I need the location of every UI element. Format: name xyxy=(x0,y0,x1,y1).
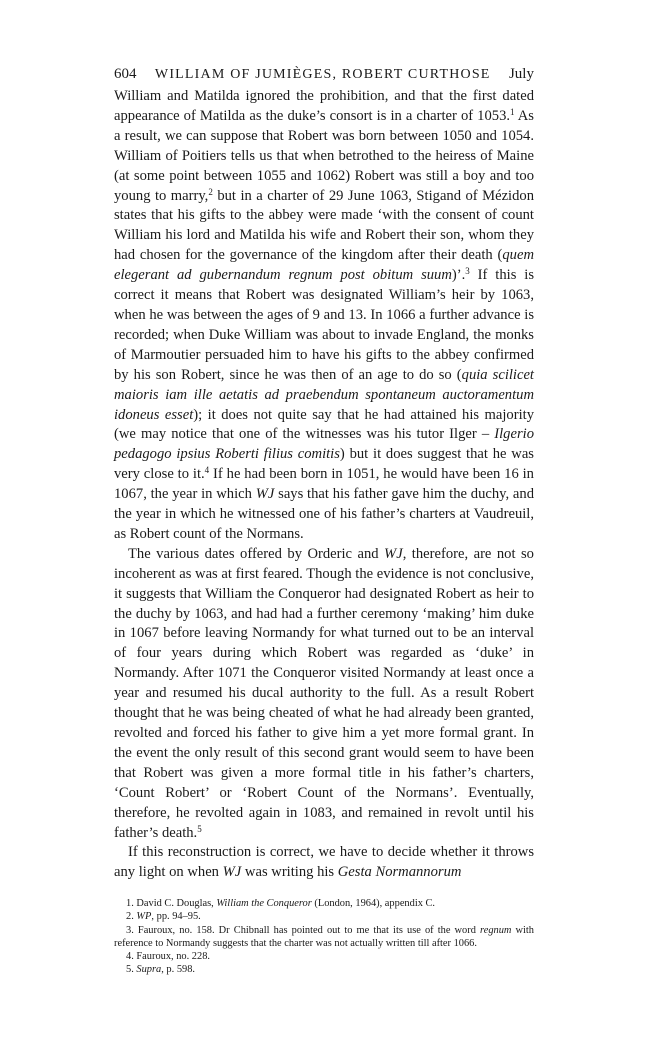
footnote-title: William the Conqueror xyxy=(216,898,312,910)
footnote-number: 5. xyxy=(126,964,134,976)
abbreviation-wj: WJ xyxy=(222,864,242,881)
running-title: WILLIAM OF JUMIÈGES, ROBERT CURTHOSE xyxy=(154,67,491,82)
page-number: 604 xyxy=(114,66,137,82)
text-run: )’. xyxy=(451,267,466,284)
footnote-text: Fauroux, no. 158. Dr Chibnall has pointed out to me that its use of the word xyxy=(133,924,481,936)
abbreviation-wj: WJ xyxy=(384,545,403,562)
running-head xyxy=(114,64,534,85)
footnotes xyxy=(114,897,534,976)
text-run: If he had been born in 1051, he would have been 16 in 1067, the year in which xyxy=(114,466,534,503)
work-title: Gesta Normannorum xyxy=(337,864,462,881)
footnote-marker-5[interactable]: 5 xyxy=(197,823,202,834)
text-run: If this is correct it means that Robert was designated William’s heir by 1063, when he was between the ages of 9 and 13. In 1066 a further advance is recorded; when Duke William was about to invade England, the monks of Marmoutier persuaded him to have his gifts to the abbey confirmed by his son Robert, since he was then of an age to do so ( xyxy=(114,267,534,383)
footnote-4 xyxy=(114,950,534,963)
paragraph-1 xyxy=(114,87,534,545)
footnote-number: 1. xyxy=(126,898,134,910)
footnote-marker-4[interactable]: 4 xyxy=(204,465,210,476)
text-run: was writing his xyxy=(241,864,338,881)
latin-quote: quem elegerant ad gubernandum regnum post obitum suum xyxy=(114,247,534,284)
footnote-number: 4. xyxy=(126,951,134,963)
text-run: ) but it does suggest that he was very close to it. xyxy=(114,446,534,483)
paragraph-3 xyxy=(114,843,534,883)
footnote-number: 3. xyxy=(126,924,134,936)
footnote-marker-3[interactable]: 3 xyxy=(465,266,470,277)
footnote-marker-2[interactable]: 2 xyxy=(208,186,213,197)
footnote-text: with reference to Normandy suggests that the charter was not actually written till after 1066. xyxy=(114,924,535,949)
text-run: William and Matilda ignored the prohibition, and that the first dated appearance of Matilda as the duke’s consort is in a charter of 1053. xyxy=(114,88,534,124)
footnote-2 xyxy=(114,910,534,923)
latin-quote: quia scilicet maioris iam ille aetatis ad praebendum spontaneum auctoramentum idoneus esset xyxy=(114,366,534,423)
footnote-3 xyxy=(114,924,534,950)
text-run: The various dates offered by Orderic and xyxy=(128,545,385,562)
text-run: says that his father gave him the duchy, and the year in which he witnessed one of his father’s charters at Vaudreuil, as Robert count of the Normans. xyxy=(114,486,534,542)
footnote-number: 2. xyxy=(126,911,134,923)
footnote-text: , p. 598. xyxy=(161,964,196,976)
abbreviation-wj: WJ xyxy=(255,486,275,503)
running-month: July xyxy=(508,66,534,82)
footnote-5 xyxy=(114,963,534,976)
paragraph-2 xyxy=(114,545,534,844)
footnote-marker-1[interactable]: 1 xyxy=(510,106,515,117)
footnote-text: (London, 1964), appendix C. xyxy=(311,898,436,910)
book-page xyxy=(114,64,534,976)
body-text xyxy=(114,87,534,883)
footnote-text: David C. Douglas, xyxy=(133,898,217,910)
text-run: If this reconstruction is correct, we have to decide whether it throws any light on when xyxy=(114,844,534,881)
text-run: ); it does not quite say that he had attained his majority (we may notice that one of the witnesses was his tutor Ilger – xyxy=(114,406,534,443)
footnote-text: , pp. 94–95. xyxy=(151,911,201,923)
text-run: As a result, we can suppose that Robert was born between 1050 and 1054. William of Poitiers tells us that when betrothed to the heiress of Maine (at some point between 1055 and 1062) Robert was still a boy and too young to marry, xyxy=(114,107,534,204)
footnote-title: Supra xyxy=(136,964,162,976)
footnote-latin-word: regnum xyxy=(480,924,512,936)
footnote-text: Fauroux, no. 228. xyxy=(133,951,210,963)
footnote-title: WP xyxy=(136,911,152,923)
text-run: but in a charter of 29 June 1063, Stigand of Mézidon states that his gifts to the abbey were made ‘with the consent of count William his lord and Matilda his wife and Robert their son, whom they had chosen for the governance of the kingdom after their death ( xyxy=(114,187,535,264)
text-run: , therefore, are not so incoherent as was at first feared. Though the evidence is not conclusive, it suggests that William the Conqueror had designated Robert as heir to the duchy by 1063, and had had a further ceremony ‘making’ him duke in 1067 before leaving Normandy for what turned out to be an interval of four years during which Robert was regarded as ‘duke’ in Normandy. After 1071 the Conqueror visited Normandy at least once a year and resumed his ducal authority to the full. As a result Robert thought that he was being cheated of what he had already been granted, revolted and forced his father to give him a yet more formal grant. In the event the only result of this second grant would seem to have been that Robert was given a more formal title in his father’s charters, ‘Count Robert’ or ‘Robert Count of the Normans’. Eventually, therefore, he revolted again in 1083, and remained in revolt until his father’s death. xyxy=(114,545,534,841)
footnote-1 xyxy=(114,897,534,910)
latin-quote: Ilgerio pedagogo ipsius Roberti filius comitis xyxy=(114,426,534,463)
